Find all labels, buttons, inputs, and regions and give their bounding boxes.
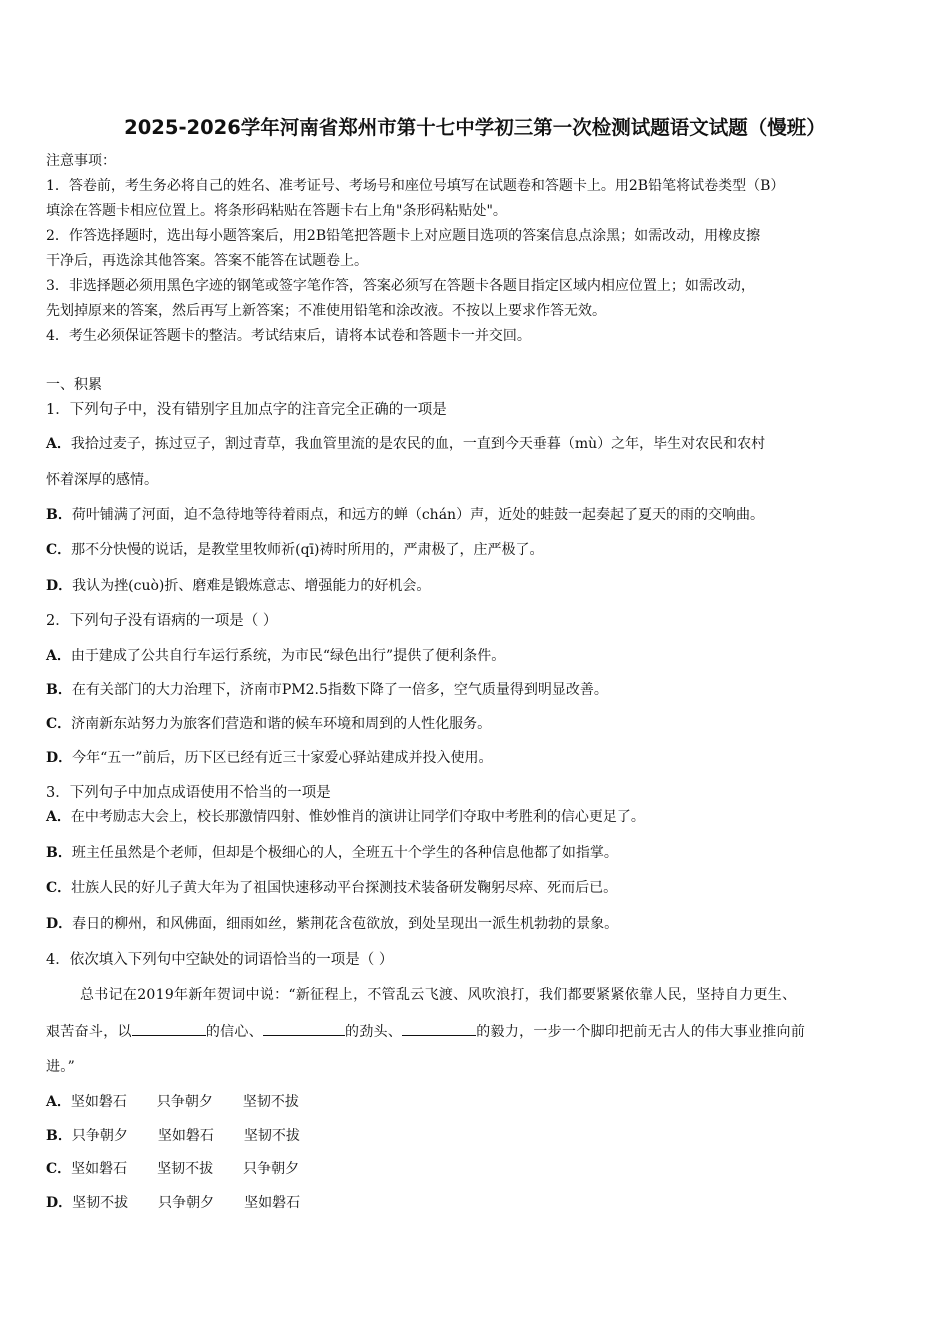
option-text: 班主任虽然是个老师，但却是个极细心的人，全班五十个学生的各种信息他都了如指掌。	[71, 845, 618, 861]
question-1-option-a	[46, 434, 765, 454]
passage-text: 的信心、	[205, 1024, 264, 1040]
question-3-option-d	[46, 914, 618, 934]
notice-line: 1．答卷前，考生务必将自己的姓名、准考证号、考场号和座位号填写在试题卷和答题卡上。用2B铅笔将试卷类型（B）	[46, 178, 785, 194]
option-text: 壮族人民的好儿子黄大年为了祖国快速移动平台探测技术装备研发鞠躬尽瘁、死而后已。	[71, 880, 618, 896]
answer-blank	[263, 1021, 345, 1036]
page-title: 2025-2026学年河南省郑州市第十七中学初三第一次检测试题语文试题（慢班）	[124, 116, 826, 139]
option-word: 坚如磐石	[244, 1195, 301, 1211]
answer-blank	[132, 1021, 206, 1036]
option-word: 坚如磐石	[70, 1094, 127, 1110]
question-1-option-b	[46, 505, 764, 525]
option-letter: A．	[46, 648, 71, 664]
passage-text: 的劲头、	[345, 1024, 403, 1040]
option-letter: A．	[46, 1094, 71, 1110]
question-2-option-c	[46, 714, 491, 734]
option-text: 春日的柳州，和风佛面，细雨如丝，紫荆花含苞欲放，到处呈现出一派生机勃勃的景象。	[72, 916, 619, 932]
question-4-passage-line: 进。”	[46, 1059, 76, 1075]
option-text: 在中考励志大会上，校长那激情四射、惟妙惟肖的演讲让同学们夺取中考胜利的信心更足了。	[70, 809, 645, 825]
question-3-option-a	[46, 807, 645, 827]
option-text: 由于建成了公共自行车运行系统，为市民“绿色出行”提供了便利条件。	[70, 648, 506, 664]
question-1-stem: 1．下列句子中，没有错别字且加点字的注音完全正确的一项是	[46, 402, 447, 418]
question-1-option-a-cont: 怀着深厚的感情。	[46, 472, 158, 488]
option-text: 今年“五一”前后，历下区已经有近三十家爱心驿站建成并投入使用。	[72, 750, 493, 766]
option-letter: A．	[46, 436, 71, 452]
passage-text: 艰苦奋斗，以	[46, 1024, 132, 1040]
option-letter: C．	[46, 1161, 72, 1177]
option-word: 坚如磐石	[71, 1161, 128, 1177]
option-letter: B．	[46, 1128, 72, 1144]
question-3-stem: 3．下列句子中加点成语使用不恰当的一项是	[46, 785, 331, 801]
passage-text: 的毅力，一步一个脚印把前无古人的伟大事业推向前	[476, 1024, 806, 1040]
section-heading: 一、积累	[46, 377, 102, 393]
question-4-option-c	[46, 1159, 299, 1179]
question-1-option-d	[46, 576, 430, 596]
question-4-passage-line	[46, 1021, 805, 1042]
question-4-option-b	[46, 1126, 300, 1146]
question-4-option-d	[46, 1193, 300, 1213]
notice-line: 填涂在答题卡相应位置上。将条形码粘贴在答题卡右上角"条形码粘贴处"。	[46, 203, 507, 219]
question-4-stem: 4．依次填入下列句中空缺处的词语恰当的一项是（ ）	[46, 952, 394, 968]
option-letter: A．	[46, 809, 71, 825]
notice-line: 3．非选择题必须用黑色字迹的钢笔或签字笔作答，答案必须写在答题卡各题目指定区域内相应位置上；如需改动，	[46, 278, 755, 294]
option-word: 坚韧不拔	[157, 1161, 214, 1177]
question-3-option-b	[46, 843, 618, 863]
option-word: 只争朝夕	[156, 1094, 213, 1110]
option-letter: B．	[46, 682, 72, 698]
answer-blank	[402, 1021, 476, 1036]
option-letter: D．	[46, 578, 73, 594]
option-letter: B．	[46, 845, 72, 861]
option-text: 荷叶铺满了河面，迫不急待地等待着雨点，和远方的蝉（chán）声，近处的蛙鼓一起奏起了夏天的雨的交响曲。	[71, 507, 765, 523]
question-2-stem: 2．下列句子没有语病的一项是（ ）	[46, 613, 278, 629]
question-2-option-a	[46, 646, 505, 666]
option-letter: C．	[46, 880, 72, 896]
option-letter: D．	[46, 750, 73, 766]
option-word: 只争朝夕	[71, 1128, 128, 1144]
option-word: 坚如磐石	[157, 1128, 214, 1144]
option-word: 坚韧不拔	[243, 1128, 300, 1144]
option-word: 只争朝夕	[158, 1195, 215, 1211]
notice-line: 干净后，再选涂其他答案。答案不能答在试题卷上。	[46, 253, 368, 269]
option-word: 坚韧不拔	[72, 1195, 129, 1211]
option-letter: D．	[46, 916, 73, 932]
notice-line: 2．作答选择题时，选出每小题答案后，用2B铅笔把答题卡上对应题目选项的答案信息点涂黑；如需改动，用橡皮擦	[46, 228, 761, 244]
option-text: 济南新东站努力为旅客们营造和谐的候车环境和周到的人性化服务。	[71, 716, 492, 732]
notice-line: 先划掉原来的答案，然后再写上新答案；不准使用铅笔和涂改液。不按以上要求作答无效。	[46, 303, 606, 319]
notice-line: 4．考生必须保证答题卡的整洁。考试结束后，请将本试卷和答题卡一并交回。	[46, 328, 531, 344]
option-word: 只争朝夕	[243, 1161, 300, 1177]
notice-heading: 注意事项：	[46, 153, 116, 169]
option-text: 我拾过麦子，拣过豆子，割过青草，我血管里流的是农民的血，一直到今天垂暮（mù）之年，毕生对农民和农村	[70, 436, 766, 452]
option-letter: D．	[46, 1195, 73, 1211]
option-word: 坚韧不拔	[242, 1094, 299, 1110]
option-text: 那不分快慢的说话，是教堂里牧师祈(qī)祷时所用的，严肃极了，庄严极了。	[71, 542, 544, 558]
option-text: 在有关部门的大力治理下，济南市PM2.5指数下降了一倍多，空气质量得到明显改善。	[71, 682, 608, 698]
option-letter: C．	[46, 542, 72, 558]
question-4-option-a	[46, 1092, 299, 1112]
option-letter: B．	[46, 507, 72, 523]
question-4-passage-line: 总书记在2019年新年贺词中说：“新征程上，不管乱云飞渡、风吹浪打，我们都要紧紧依靠人民，坚持自力更生、	[80, 987, 797, 1003]
option-text: 我认为挫(cuò)折、磨难是锻炼意志、增强能力的好机会。	[72, 578, 431, 594]
question-1-option-c	[46, 540, 544, 560]
question-2-option-d	[46, 748, 492, 768]
question-2-option-b	[46, 680, 608, 700]
option-letter: C．	[46, 716, 72, 732]
question-3-option-c	[46, 878, 617, 898]
